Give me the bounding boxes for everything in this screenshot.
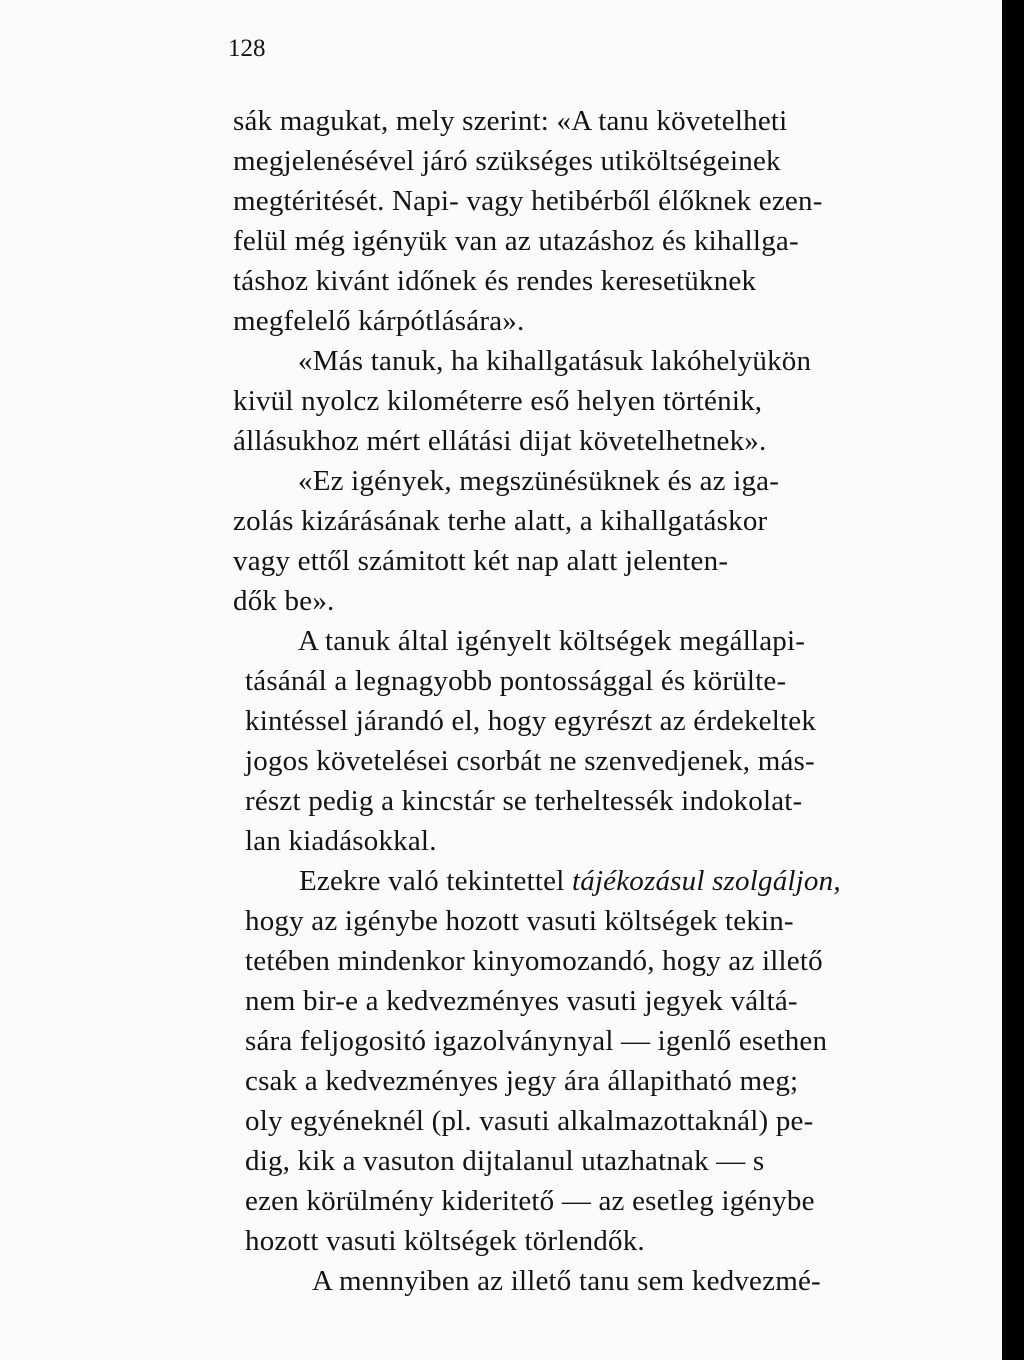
text-line: ezen körülmény kideritető — az esetleg igénybe: [245, 1185, 815, 1217]
paragraph-start-line: A mennyiben az illető tanu sem kedvezmé-: [312, 1265, 821, 1297]
text-line: vagy ettől számitott két nap alatt jelenten-: [233, 545, 729, 577]
text-line: kivül nyolcz kilométerre eső helyen történik,: [233, 385, 763, 417]
text-line: dig, kik a vasuton dijtalanul utazhatnak — s: [245, 1145, 765, 1177]
text-line: lan kiadásokkal.: [245, 825, 437, 857]
text-line: nem bir-e a kedvezményes vasuti jegyek váltá-: [245, 985, 798, 1017]
text-line: sára feljogositó igazolványnyal — igenlő esethen: [245, 1025, 828, 1057]
text-line: állásukhoz mért ellátási dijat követelhetnek».: [233, 425, 767, 457]
text-line: megtéritését. Napi- vagy hetibérből élőknek ezen-: [233, 185, 823, 217]
paragraph-start-line: «Más tanuk, ha kihallgatásuk lakóhelyükön: [298, 345, 812, 377]
page-number: 128: [228, 35, 266, 62]
text-line: megfelelő kárpótlására».: [233, 305, 525, 337]
text-line: hozott vasuti költségek törlendők.: [245, 1225, 645, 1257]
text-line: hogy az igénybe hozott vasuti költségek tekin-: [245, 905, 794, 937]
text-line: kintéssel járandó el, hogy egyrészt az érdekeltek: [245, 705, 817, 737]
text-line: sák magukat, mely szerint: «A tanu követelheti: [233, 105, 788, 137]
normal-text: Ezekre való tekintettel: [299, 865, 565, 897]
text-line: tetében mindenkor kinyomozandó, hogy az illető: [245, 945, 823, 977]
text-line: jogos követelései csorbát ne szenvedjenek, más-: [245, 745, 815, 777]
paragraph-start-line: A tanuk által igényelt költségek megállapi-: [298, 625, 806, 657]
text-line: táshoz kivánt időnek és rendes keresetüknek: [233, 265, 757, 297]
text-line: oly egyéneknél (pl. vasuti alkalmazottaknál) pe-: [245, 1105, 814, 1137]
text-line: megjelenésével járó szükséges utiköltségeinek: [233, 145, 781, 177]
text-line: tásánál a legnagyobb pontossággal és körülte-: [245, 665, 787, 697]
italic-emphasis: tájékozásul szolgáljon,: [571, 865, 841, 897]
paragraph-start-line: «Ez igények, megszünésüknek és az iga-: [298, 465, 780, 497]
text-line: zolás kizárásának terhe alatt, a kihallgatáskor: [233, 505, 768, 537]
text-line: részt pedig a kincstár se terheltessék indokolat-: [245, 785, 803, 817]
dark-right-edge: [1002, 0, 1024, 1360]
text-line: felül még igényük van az utazáshoz és kihallga-: [233, 225, 799, 257]
paragraph-start-line: [299, 863, 950, 899]
text-line: dők be».: [233, 585, 335, 617]
text-line: csak a kedvezményes jegy ára állapitható meg;: [245, 1065, 799, 1097]
